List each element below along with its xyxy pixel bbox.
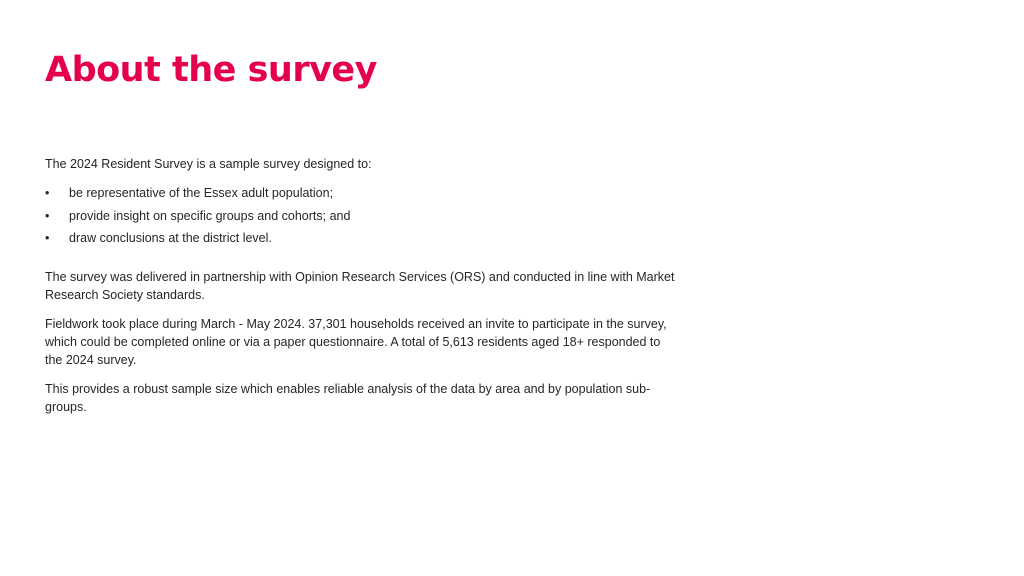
- bullet-text: provide insight on specific groups and cohorts; and: [69, 208, 351, 223]
- fieldwork-paragraph: Fieldwork took place during March - May 2024. 37,301 households received an invite to participate in the survey, which could be completed online or via a paper questionnaire. A total of 5,613 residents aged 18+ responded to the 2024 survey.: [45, 317, 667, 367]
- bullet-item: [45, 229, 675, 247]
- bullet-list: [45, 184, 675, 247]
- sample-size-paragraph: This provides a robust sample size which enables reliable analysis of the data by area and by population sub-groups.: [45, 382, 651, 414]
- slide-body: [45, 155, 675, 427]
- intro-text: The 2024 Resident Survey is a sample survey designed to:: [45, 157, 372, 171]
- bullet-icon: •: [45, 231, 50, 245]
- page-title: About the survey: [45, 50, 377, 90]
- bullet-text: be representative of the Essex adult population;: [69, 186, 334, 200]
- bullet-item: [45, 207, 675, 225]
- bullet-icon: •: [45, 208, 50, 223]
- bullet-icon: •: [45, 186, 50, 200]
- bullet-item: [45, 184, 675, 202]
- bullet-text: draw conclusions at the district level.: [69, 231, 272, 245]
- partnership-paragraph: The survey was delivered in partnership with Opinion Research Services (ORS) and conducted in line with Market Research Society standards.: [45, 270, 675, 302]
